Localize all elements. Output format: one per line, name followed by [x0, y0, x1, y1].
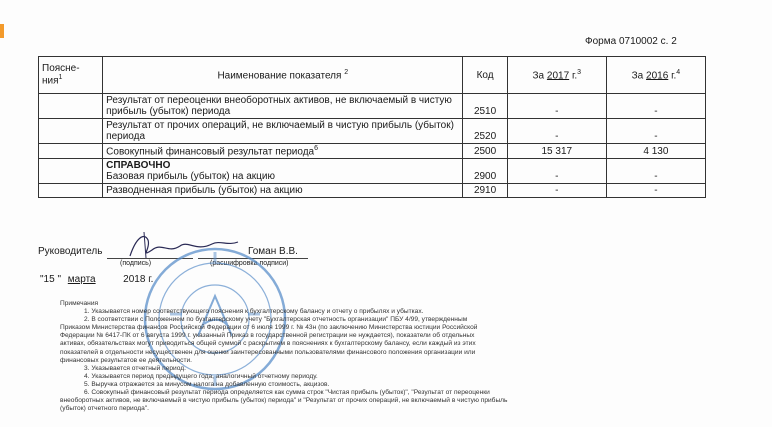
signatory-role: Руководитель	[38, 246, 103, 257]
row-value-previous: -	[606, 94, 705, 119]
row-value-previous: -	[606, 159, 705, 184]
row-value-current: -	[507, 159, 606, 184]
note-line: 4. Указывается период предыдущего года, аналогичный отчетному периоду.	[84, 372, 318, 380]
notes-section	[60, 300, 580, 413]
table-header-row	[39, 57, 706, 94]
table-row	[39, 144, 706, 159]
signatory-name: Гоман В.В.	[248, 246, 298, 257]
row-code: 2900	[463, 159, 507, 184]
edge-mark	[0, 24, 4, 38]
row-note-cell	[39, 119, 103, 144]
row-code: 2500	[463, 144, 507, 159]
row-note-cell	[39, 159, 103, 184]
table-row	[39, 94, 706, 119]
name-caption: (расшифровка подписи)	[210, 260, 289, 267]
date-year: 2018 г.	[123, 274, 154, 285]
note-line: финансовых результатов ее деятельности.	[60, 356, 193, 364]
row-note-cell	[39, 184, 103, 198]
row-name: Разводненная прибыль (убыток) на акцию	[103, 184, 463, 198]
note-line: 3. Указывается отчетный период.	[84, 364, 186, 372]
row-code: 2520	[463, 119, 507, 144]
notes-title: Примечания	[60, 300, 99, 307]
note-line: 6. Совокупный финансовый результат периода определяется как сумма строк "Чистая прибыль (убыток)", "Результат от переоценки	[84, 389, 490, 397]
row-value-current: -	[507, 94, 606, 119]
row-code: 2510	[463, 94, 507, 119]
row-value-previous: -	[606, 184, 705, 198]
row-name: Совокупный финансовый результат периода$^6$	[103, 144, 463, 159]
header-year-previous: За 2016 г.$^4$	[606, 57, 705, 94]
note-line: 2. В соответствии с Положением по бухгалтерскому учету "Бухгалтерская отчетность организации" ПБУ 4/99, утвержденным	[84, 316, 468, 324]
row-value-current: 15 317	[507, 144, 606, 159]
note-line: 1. Указывается номер соответствующего пояснения к бухгалтерскому балансу и отчету о прибылях и убытках.	[84, 308, 424, 316]
reference-title: СПРАВОЧНО	[106, 160, 171, 172]
report-table	[38, 56, 706, 198]
header-year-current: За 2017 г.$^3$	[507, 57, 606, 94]
date-day: "15 "	[40, 274, 62, 285]
signature-caption: (подпись)	[120, 260, 152, 267]
row-value-previous: 4 130	[606, 144, 705, 159]
form-reference: Форма 0710002 с. 2	[585, 36, 677, 47]
row-value-previous: -	[606, 119, 705, 144]
note-line: 5. Выручка отражается за минусом налога на добавленную стоимость, акцизов.	[84, 380, 330, 388]
header-notes: Поясне-ния$^1$	[39, 57, 103, 94]
note-line: Приказом Министерства финансов Российской Федерации от 6 июля 1999 г. № 43н (по заключению Министерства юстиции Российской	[60, 324, 478, 332]
note-line: показателей в отдельности несущественен для оценки заинтересованными пользователями финансового положения организации или	[60, 348, 476, 356]
note-line: Федерации № 6417-ПК от 6 августа 1999 г. указанный Приказ в государственной регистрации не нуждается), показатели об отдельных	[60, 332, 475, 340]
note-line: (убыток) отчетного периода".	[60, 405, 149, 413]
note-line: внеоборотных активов, не включаемый в чистую прибыль (убыток) периода" и "Результат от прочих операций, не включаемый в чистую прибыль	[60, 397, 508, 405]
row-value-current: -	[507, 184, 606, 198]
header-indicator-name: Наименование показателя $^2$	[103, 57, 463, 94]
row-name: Результат от прочих операций, не включаемый в чистую прибыль (убыток) периода	[103, 119, 463, 144]
table-row	[39, 184, 706, 198]
header-code: Код	[463, 57, 507, 94]
row-value-current: -	[507, 119, 606, 144]
row-name: Результат от переоценки внеоборотных активов, не включаемый в чистую прибыль (убыток) периода	[103, 94, 463, 119]
row-name: СПРАВОЧНО Базовая прибыль (убыток) на акцию	[103, 159, 463, 184]
note-line: активах, обязательствах могут приводиться общей суммой с раскрытием в пояснениях к бухгалтерскому балансу, если каждый из этих	[60, 340, 476, 348]
row-code: 2910	[463, 184, 507, 198]
row-note-cell	[39, 144, 103, 159]
date-month: марта	[67, 274, 96, 285]
row-note-cell	[39, 94, 103, 119]
table-row	[39, 159, 706, 184]
table-row	[39, 119, 706, 144]
